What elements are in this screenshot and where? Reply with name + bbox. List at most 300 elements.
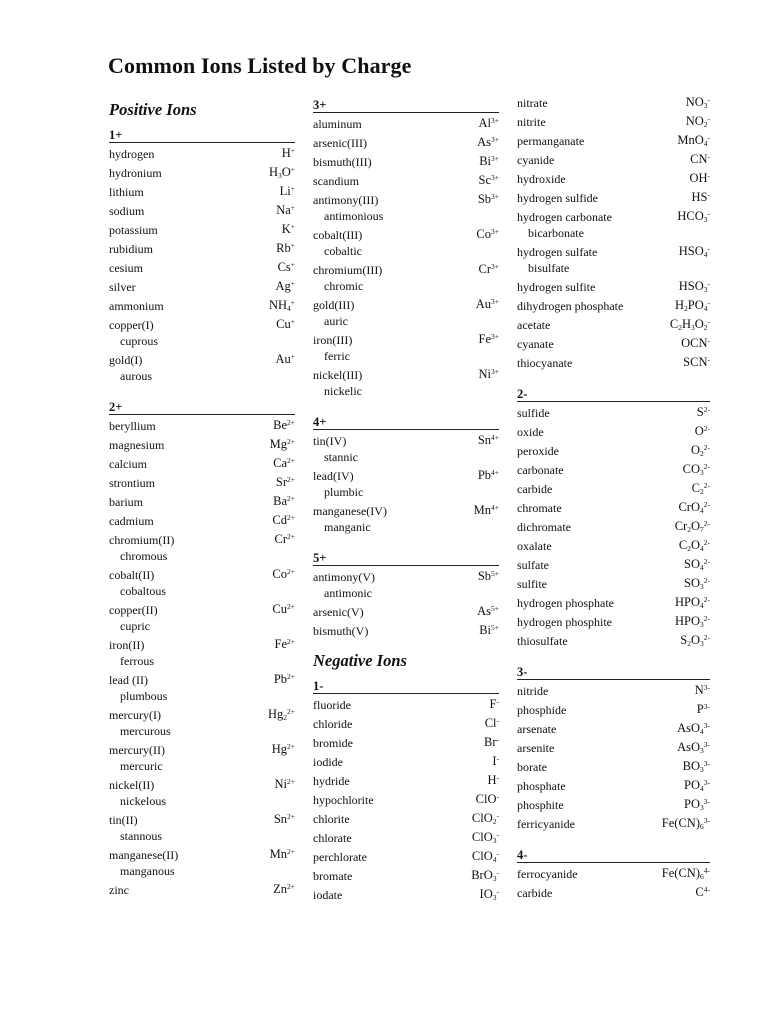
ion-formula: $Mn^{4+}$ xyxy=(473,503,499,517)
ion-common-name: cobaltous xyxy=(120,584,166,598)
ion-name: hydrogen sulfide xyxy=(517,191,598,205)
ion-row xyxy=(313,601,499,620)
ion-row xyxy=(109,257,295,276)
ion-name: cesium xyxy=(109,261,143,275)
ion-row xyxy=(313,259,499,294)
ion-formula: $Pb^{4+}$ xyxy=(477,468,499,482)
ion-row xyxy=(109,704,295,739)
ion-name: cobalt(II) xyxy=(109,568,155,582)
ion-formula: I- xyxy=(492,754,499,768)
ion-row xyxy=(109,295,295,314)
ion-formula: $Sc^{3+}$ xyxy=(478,173,499,187)
ion-formula: $C_2H_3O_2^-$ xyxy=(669,317,710,332)
ion-formula: $Mn^{2+}$ xyxy=(269,847,295,861)
ion-formula: HS- xyxy=(691,190,710,204)
ion-common-name: chromous xyxy=(120,549,168,563)
ion-name: arsenic(V) xyxy=(313,605,364,619)
ion-formula: $C_2O_4^{2-}$ xyxy=(678,538,710,553)
ion-row xyxy=(517,440,710,459)
ion-name: gold(I) xyxy=(109,353,143,367)
ion-name: chlorite xyxy=(313,812,350,826)
ion-common-name: ferrous xyxy=(120,654,154,668)
ion-name: chromate xyxy=(517,501,562,515)
ion-row xyxy=(517,276,710,295)
ion-row xyxy=(313,430,499,465)
ion-common-name: stannous xyxy=(120,829,162,843)
column-1 xyxy=(109,92,295,908)
ion-row xyxy=(313,364,499,399)
column-3 xyxy=(517,92,710,911)
ion-formula: $PO_3^{3-}$ xyxy=(684,797,710,812)
charge-group xyxy=(517,381,710,649)
ion-formula: $SO_3^{2-}$ xyxy=(684,576,710,591)
ion-row xyxy=(517,516,710,535)
ion-formula: $Cr_2O_7^{2-}$ xyxy=(674,519,710,534)
charge-heading: 1+ xyxy=(109,122,295,143)
ion-formula: $HPO_3^{2-}$ xyxy=(674,614,710,629)
ion-row xyxy=(109,809,295,844)
ion-formula: $Mg^{2+}$ xyxy=(269,437,295,451)
ion-row xyxy=(313,846,499,865)
ion-name: sulfide xyxy=(517,406,550,420)
charge-heading: 5+ xyxy=(313,545,499,566)
ion-formula: $S^{2-}$ xyxy=(696,405,710,419)
ion-formula: Au+ xyxy=(275,352,295,366)
ion-name: hydrogen sulfite xyxy=(517,280,596,294)
ion-row xyxy=(109,634,295,669)
ion-formula: H- xyxy=(487,773,499,787)
ion-name: borate xyxy=(517,760,547,774)
ion-name: nitride xyxy=(517,684,549,698)
ion-formula: MnO$_4$- xyxy=(677,133,710,148)
ion-formula: $Cd^{2+}$ xyxy=(272,513,295,527)
ion-name: lithium xyxy=(109,185,144,199)
charge-group xyxy=(313,545,499,639)
ion-common-name: manganic xyxy=(324,520,371,534)
ion-row xyxy=(313,713,499,732)
ion-name: chlorate xyxy=(313,831,352,845)
ion-common-name: cupric xyxy=(120,619,150,633)
ion-name: nitrate xyxy=(517,96,548,110)
charge-heading: 2+ xyxy=(109,394,295,415)
ion-name: acetate xyxy=(517,318,551,332)
ion-row xyxy=(517,611,710,630)
ion-formula: $Hg^{2+}$ xyxy=(271,742,295,756)
charge-group xyxy=(517,659,710,832)
ion-name: aluminum xyxy=(313,117,362,131)
ion-name: hydrogen phosphate xyxy=(517,596,614,610)
ion-name: hypochlorite xyxy=(313,793,374,807)
ion-name: manganese(II) xyxy=(109,848,179,862)
ion-row xyxy=(517,421,710,440)
ion-row xyxy=(313,751,499,770)
ion-name: carbide xyxy=(517,482,553,496)
ion-row xyxy=(517,775,710,794)
ion-row xyxy=(517,680,710,699)
ion-name: antimony(III) xyxy=(313,193,379,207)
charge-heading: 1- xyxy=(313,673,499,694)
ion-formula: $Ni^{2+}$ xyxy=(274,777,295,791)
ion-formula: Ag+ xyxy=(275,279,295,293)
ion-formula: $Sb^{5+}$ xyxy=(477,569,499,583)
ion-formula: ClO- xyxy=(475,792,499,806)
ion-formula: $Au^{3+}$ xyxy=(475,297,499,311)
ion-row xyxy=(517,535,710,554)
ion-formula: SCN- xyxy=(683,355,710,369)
ion-formula: AsO$_4^{3-}$ xyxy=(677,721,710,736)
ion-formula: $S_2O_3^{2-}$ xyxy=(680,633,710,648)
ion-row xyxy=(109,238,295,257)
ion-formula: $PO_4^{3-}$ xyxy=(684,778,710,793)
ion-formula: $Bi^{3+}$ xyxy=(479,154,499,168)
ion-row xyxy=(517,718,710,737)
ion-formula: $Sn^{4+}$ xyxy=(477,433,499,447)
ion-row xyxy=(109,143,295,162)
ion-row xyxy=(517,402,710,421)
ion-row xyxy=(517,756,710,775)
ion-row xyxy=(109,349,295,384)
section-heading: Negative Ions xyxy=(313,651,407,670)
ion-row xyxy=(517,882,710,901)
ion-name: fluoride xyxy=(313,698,351,712)
ion-name: zinc xyxy=(109,883,129,897)
ion-common-name: bicarbonate xyxy=(528,226,584,240)
ion-formula: $Cr^{3+}$ xyxy=(478,262,499,276)
ion-row xyxy=(109,491,295,510)
ion-formula: ClO$_2$- xyxy=(471,811,499,826)
ion-common-name: cobaltic xyxy=(324,244,362,258)
ion-row xyxy=(313,789,499,808)
ion-name: mercury(II) xyxy=(109,743,165,757)
ion-row xyxy=(109,472,295,491)
ion-name: bromide xyxy=(313,736,353,750)
ion-name: iron(III) xyxy=(313,333,353,347)
charge-heading: 4+ xyxy=(313,409,499,430)
ion-name: perchlorate xyxy=(313,850,367,864)
ion-row xyxy=(313,151,499,170)
ion-formula: $Al^{3+}$ xyxy=(478,116,499,130)
ion-name: lead(IV) xyxy=(313,469,354,483)
ion-name: peroxide xyxy=(517,444,559,458)
ion-common-name: antimonic xyxy=(324,586,372,600)
ion-formula: $Zn^{2+}$ xyxy=(273,882,295,896)
ion-row xyxy=(313,808,499,827)
ion-name: iodate xyxy=(313,888,343,902)
ion-formula: BrO$_3$- xyxy=(471,868,499,883)
ion-row xyxy=(517,206,710,241)
ion-formula: $Sn^{2+}$ xyxy=(273,812,295,826)
ion-row xyxy=(109,181,295,200)
ion-row xyxy=(109,879,295,898)
ion-name: dihydrogen phosphate xyxy=(517,299,624,313)
ion-row xyxy=(109,162,295,181)
ion-name: strontium xyxy=(109,476,156,490)
ion-name: barium xyxy=(109,495,143,509)
charge-heading: 3+ xyxy=(313,92,499,113)
ion-name: bromate xyxy=(313,869,353,883)
ion-formula: ClO$_3$- xyxy=(471,830,499,845)
ion-formula: OH- xyxy=(689,171,710,185)
ion-row xyxy=(517,737,710,756)
charge-group xyxy=(313,409,499,535)
ion-row xyxy=(109,844,295,879)
ion-formula: $NH_4^+$ xyxy=(268,298,295,313)
ion-common-name: auric xyxy=(324,314,348,328)
ion-name: hydrogen xyxy=(109,147,155,161)
ion-formula: OCN- xyxy=(681,336,710,350)
ion-name: bismuth(V) xyxy=(313,624,369,638)
ion-row xyxy=(109,314,295,349)
ion-row xyxy=(109,276,295,295)
ion-row xyxy=(313,132,499,151)
ion-common-name: chromic xyxy=(324,279,364,293)
ion-name: rubidium xyxy=(109,242,153,256)
ion-row xyxy=(313,884,499,903)
ion-name: hydrogen carbonate xyxy=(517,210,612,224)
ion-formula: $HCO_3^-$ xyxy=(677,209,710,224)
ion-common-name: plumbous xyxy=(120,689,168,703)
ion-formula: Cl- xyxy=(484,716,499,730)
ion-name: copper(I) xyxy=(109,318,154,332)
ion-formula: AsO$_3^{3-}$ xyxy=(677,740,710,755)
ion-common-name: plumbic xyxy=(324,485,364,499)
ion-formula: Na+ xyxy=(276,203,295,217)
ion-name: potassium xyxy=(109,223,158,237)
ion-row xyxy=(517,149,710,168)
ion-formula: $NO_3^-$ xyxy=(685,95,710,110)
ion-name: ammonium xyxy=(109,299,164,313)
ion-name: hydrogen sulfate xyxy=(517,245,598,259)
ion-name: ferricyanide xyxy=(517,817,575,831)
ion-common-name: mercurous xyxy=(120,724,171,738)
ion-row xyxy=(313,827,499,846)
ion-formula: $Co^{2+}$ xyxy=(272,567,295,581)
ion-name: thiosulfate xyxy=(517,634,568,648)
ion-name: calcium xyxy=(109,457,147,471)
ion-name: arsenic(III) xyxy=(313,136,367,150)
ion-formula: $H_3O^+$ xyxy=(268,165,295,180)
ion-common-name: manganous xyxy=(120,864,175,878)
ion-formula: $Be^{2+}$ xyxy=(273,418,295,432)
ion-row xyxy=(313,329,499,364)
ion-formula: $SO_4^{2-}$ xyxy=(684,557,710,572)
ion-name: thiocyanate xyxy=(517,356,573,370)
ion-row xyxy=(109,739,295,774)
ion-name: manganese(IV) xyxy=(313,504,387,518)
ion-formula: $C^{4-}$ xyxy=(695,885,710,899)
ion-formula: Li+ xyxy=(279,184,295,198)
page-title: Common Ions Listed by Charge xyxy=(108,53,412,78)
ion-row xyxy=(517,130,710,149)
ion-name: permanganate xyxy=(517,134,585,148)
ion-formula: $Fe(CN)_6^{3-}$ xyxy=(661,816,710,831)
ion-name: dichromate xyxy=(517,520,571,534)
ion-row xyxy=(109,434,295,453)
ion-name: hydroxide xyxy=(517,172,566,186)
ion-row xyxy=(313,500,499,535)
ion-common-name: mercuric xyxy=(120,759,163,773)
ion-row xyxy=(109,564,295,599)
ion-row xyxy=(109,415,295,434)
ion-common-name: ferric xyxy=(324,349,350,363)
ion-formula: $As^{5+}$ xyxy=(477,604,499,618)
ion-row xyxy=(517,241,710,276)
ion-formula: $Ba^{2+}$ xyxy=(273,494,295,508)
section-heading: Positive Ions xyxy=(109,100,197,119)
ion-formula: $P^{3-}$ xyxy=(696,702,710,716)
ion-name: arsenate xyxy=(517,722,557,736)
ion-row xyxy=(313,566,499,601)
ion-formula: $HPO_4^{2-}$ xyxy=(674,595,710,610)
charge-heading: 4- xyxy=(517,842,710,863)
ion-row xyxy=(313,294,499,329)
ion-formula: $Bi^{5+}$ xyxy=(479,623,499,637)
ion-row xyxy=(517,478,710,497)
ion-formula: $NO_2^-$ xyxy=(685,114,710,129)
ion-row xyxy=(109,599,295,634)
ion-name: copper(II) xyxy=(109,603,158,617)
ion-row xyxy=(517,168,710,187)
charge-group xyxy=(109,122,295,384)
ion-row xyxy=(109,510,295,529)
ion-common-name: nickelic xyxy=(324,384,362,398)
ion-row xyxy=(517,630,710,649)
ion-name: cadmium xyxy=(109,514,154,528)
ion-name: tin(IV) xyxy=(313,434,347,448)
ion-name: iodide xyxy=(313,755,343,769)
ion-formula: Br- xyxy=(484,735,499,749)
ion-name: sodium xyxy=(109,204,145,218)
ion-formula: $IO_3^-$ xyxy=(479,887,499,902)
ion-row xyxy=(313,694,499,713)
ion-row xyxy=(313,620,499,639)
ion-formula: $HSO_3^-$ xyxy=(678,279,710,294)
ion-row xyxy=(313,465,499,500)
ion-formula: $C_2^{2-}$ xyxy=(691,481,710,496)
ion-name: tin(II) xyxy=(109,813,138,827)
ion-formula: $O^{2-}$ xyxy=(694,424,710,438)
ion-name: arsenite xyxy=(517,741,555,755)
ion-row xyxy=(517,813,710,832)
charge-group xyxy=(313,92,499,399)
ion-name: cyanate xyxy=(517,337,554,351)
ion-name: cyanide xyxy=(517,153,555,167)
ion-row xyxy=(517,459,710,478)
column-2 xyxy=(313,92,499,913)
ion-formula: H+ xyxy=(281,146,295,160)
ion-row xyxy=(517,295,710,314)
ion-formula: CrO$_4^{2-}$ xyxy=(678,500,710,515)
ion-formula: $Ca^{2+}$ xyxy=(273,456,295,470)
ion-formula: K+ xyxy=(281,222,295,236)
ion-row xyxy=(517,111,710,130)
ion-formula: Cs+ xyxy=(277,260,295,274)
ion-formula: F- xyxy=(489,697,499,711)
ion-row xyxy=(517,699,710,718)
ion-name: carbonate xyxy=(517,463,564,477)
ion-formula: $Cr^{2+}$ xyxy=(274,532,295,546)
ion-formula: $Fe(CN)_6^{4-}$ xyxy=(661,866,710,881)
ion-name: oxalate xyxy=(517,539,552,553)
ion-name: phosphate xyxy=(517,779,566,793)
ion-row xyxy=(517,352,710,371)
ion-formula: $As^{3+}$ xyxy=(477,135,499,149)
charge-group xyxy=(313,673,499,903)
ion-name: sulfate xyxy=(517,558,549,572)
ion-name: nickel(III) xyxy=(313,368,363,382)
ion-name: lead (II) xyxy=(109,673,148,687)
ion-name: hydride xyxy=(313,774,350,788)
ion-row xyxy=(313,170,499,189)
ion-row xyxy=(517,794,710,813)
ion-name: oxide xyxy=(517,425,544,439)
ion-common-name: cuprous xyxy=(120,334,158,348)
ion-name: hydronium xyxy=(109,166,162,180)
charge-heading: 2- xyxy=(517,381,710,402)
ion-formula: $Fe^{3+}$ xyxy=(478,332,499,346)
ion-name: sulfite xyxy=(517,577,547,591)
ion-formula: $Fe^{2+}$ xyxy=(274,637,295,651)
ion-row xyxy=(313,865,499,884)
ion-common-name: antimonious xyxy=(324,209,384,223)
ion-common-name: nickelous xyxy=(120,794,166,808)
ion-row xyxy=(517,333,710,352)
ion-formula: $Cu^{2+}$ xyxy=(272,602,295,616)
ion-name: carbide xyxy=(517,886,553,900)
ion-name: magnesium xyxy=(109,438,165,452)
ion-name: bismuth(III) xyxy=(313,155,372,169)
ion-common-name: stannic xyxy=(324,450,358,464)
ion-common-name: bisulfate xyxy=(528,261,570,275)
ion-formula: $BO_3^{3-}$ xyxy=(682,759,710,774)
ion-formula: $CO_3^{2-}$ xyxy=(682,462,710,477)
ion-formula: $Pb^{2+}$ xyxy=(273,672,295,686)
ion-name: cobalt(III) xyxy=(313,228,363,242)
ion-name: phosphide xyxy=(517,703,567,717)
ion-name: gold(III) xyxy=(313,298,355,312)
ion-name: hydrogen phosphite xyxy=(517,615,612,629)
ion-formula: $HSO_4^-$ xyxy=(678,244,710,259)
ion-row xyxy=(313,770,499,789)
ion-formula: $H_2PO_4^-$ xyxy=(674,298,710,313)
ion-row xyxy=(517,314,710,333)
ion-name: silver xyxy=(109,280,136,294)
ion-row xyxy=(517,554,710,573)
ion-name: chloride xyxy=(313,717,353,731)
ion-formula: CN- xyxy=(690,152,710,166)
ion-row xyxy=(517,187,710,206)
ion-row xyxy=(109,669,295,704)
ion-name: antimony(V) xyxy=(313,570,375,584)
ion-formula: $Ni^{3+}$ xyxy=(478,367,499,381)
ion-row xyxy=(313,224,499,259)
ion-name: nickel(II) xyxy=(109,778,155,792)
ion-row xyxy=(517,92,710,111)
ion-row xyxy=(313,732,499,751)
ion-name: chromium(III) xyxy=(313,263,383,277)
ion-formula: ClO$_4$- xyxy=(471,849,499,864)
ion-name: mercury(I) xyxy=(109,708,161,722)
charge-group xyxy=(109,394,295,898)
ion-name: nitrite xyxy=(517,115,546,129)
ion-row xyxy=(313,113,499,132)
ion-formula: Rb+ xyxy=(276,241,295,255)
ion-row xyxy=(313,189,499,224)
ion-row xyxy=(517,573,710,592)
charge-group xyxy=(517,842,710,901)
ion-name: scandium xyxy=(313,174,359,188)
ion-row xyxy=(517,592,710,611)
